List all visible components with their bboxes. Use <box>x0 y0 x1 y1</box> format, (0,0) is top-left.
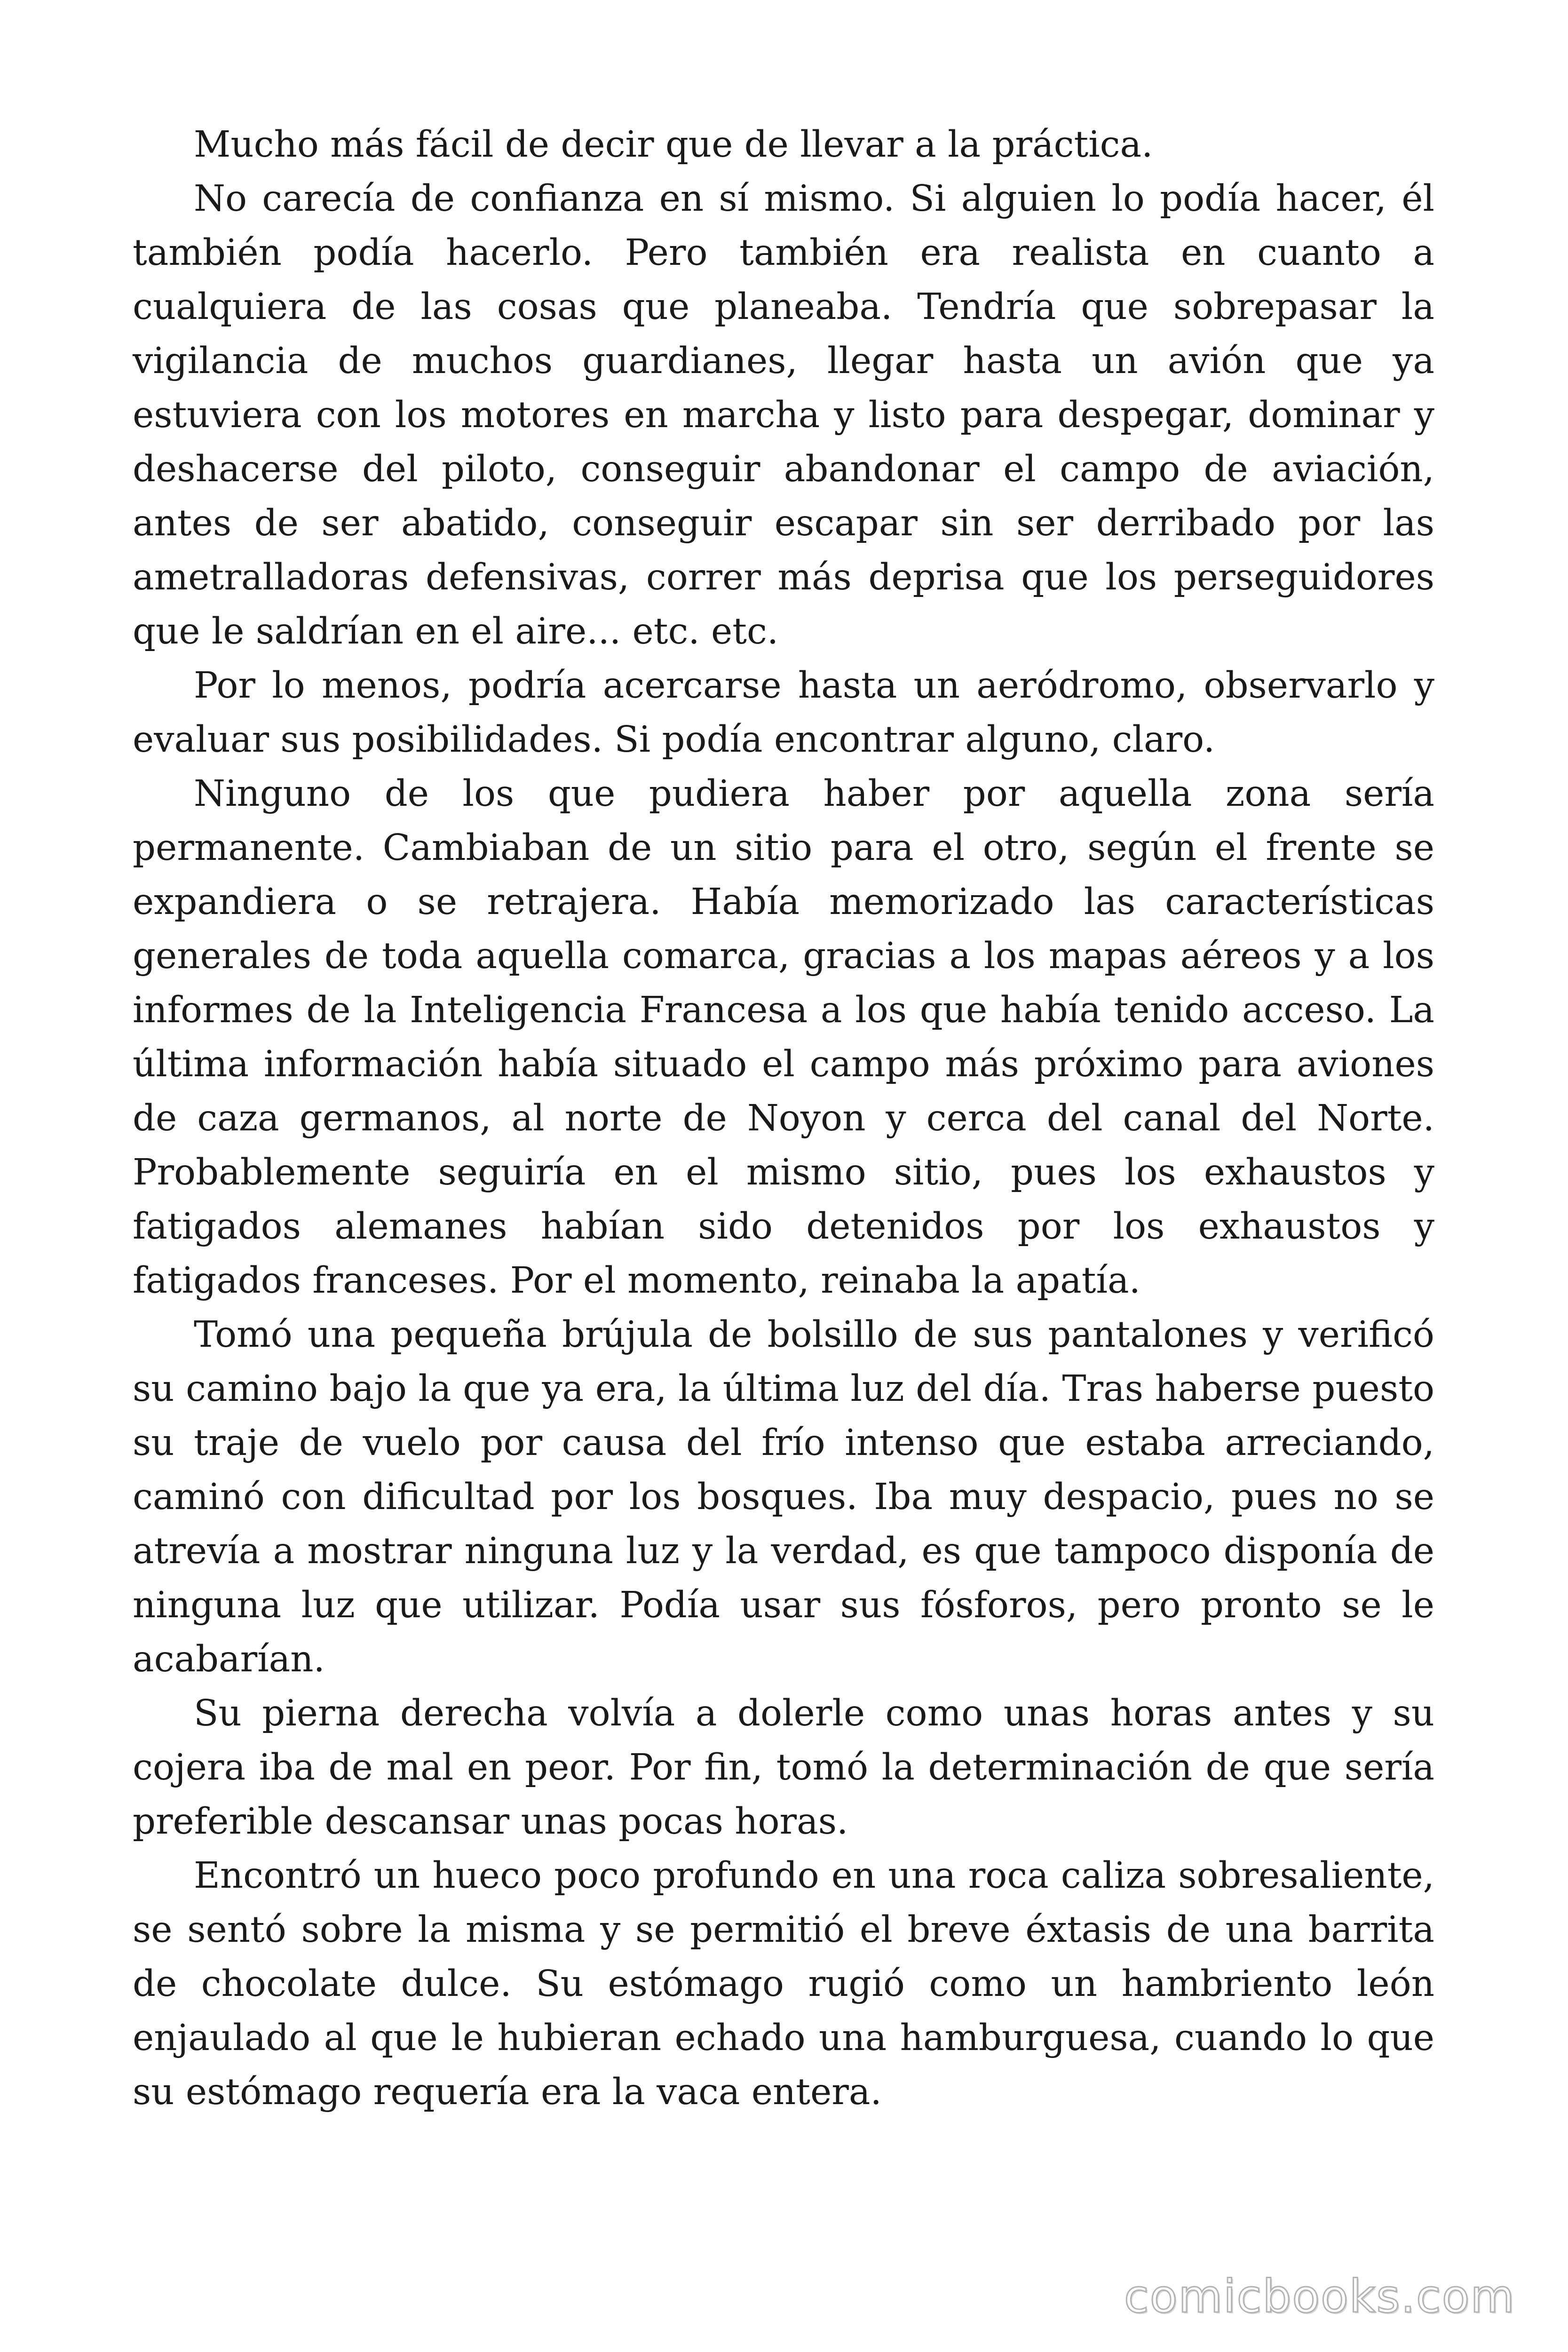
paragraph-1: Mucho más fácil de decir que de llevar a la práctica. <box>194 124 1153 166</box>
watermark: comicbooks.com <box>1124 2270 1515 2323</box>
paragraph-4: Ninguno de los que pudiera haber por aquella zona sería permanente. Cambiaban de un sitio para el otro, según el frente se expandiera o se retrajera. Había memorizado las características generales de toda aquella comarca, gracias a los mapas aéreos y a los informes de la Inteligencia Francesa a los que había tenido acceso. La última información había situado el campo más próximo para aviones de caza germanos, al norte de Noyon y cerca del canal del Norte. Probablemente seguiría en el mismo sitio, pues los exhaustos y fatigados alemanes habían sido detenidos por los exhaustos y fatigados franceses. Por el momento, reinaba la apatía. <box>133 773 1434 1302</box>
paragraph-5: Tomó una pequeña brújula de bolsillo de sus pantalones y verificó su camino bajo la que ya era, la última luz del día. Tras haberse puesto su traje de vuelo por causa del frío intenso que estaba arreciando, caminó con dificultad por los bosques. Iba muy despacio, pues no se atrevía a mostrar ninguna luz y la verdad, es que tampoco disponía de ninguna luz que utilizar. Podía usar sus fósforos, pero pronto se le acabarían. <box>133 1314 1434 1680</box>
paragraph-3: Por lo menos, podría acercarse hasta un aeródromo, observarlo y evaluar sus posibilidades. Si podía encontrar alguno, claro. <box>133 665 1434 761</box>
paragraph-6: Su pierna derecha volvía a dolerle como unas horas antes y su cojera iba de mal en peor. Por fin, tomó la determinación de que sería preferible descansar unas pocas horas. <box>133 1692 1434 1843</box>
paragraph-2: No carecía de confianza en sí mismo. Si alguien lo podía hacer, él también podía hacerlo. Pero también era realista en cuanto a cualquiera de las cosas que planeaba. Tendría que sobrepasar la vigilancia de muchos guardianes, llegar hasta un avión que ya estuviera con los motores en marcha y listo para despegar, dominar y deshacerse del piloto, conseguir abandonar el campo de aviación, antes de ser abatido, conseguir escapar sin ser derribado por las ametralladoras defensivas, correr más deprisa que los perseguidores que le saldrían en el aire... etc. etc. <box>133 178 1434 652</box>
paragraph-7: Encontró un hueco poco profundo en una roca caliza sobresaliente, se sentó sobre la misma y se permitió el breve éxtasis de una barrita de chocolate dulce. Su estómago rugió como un hambriento león enjaulado al que le hubieran echado una hamburguesa, cuando lo que su estómago requería era la vaca entera. <box>133 1855 1434 2113</box>
page-body-text <box>133 118 1434 2119</box>
